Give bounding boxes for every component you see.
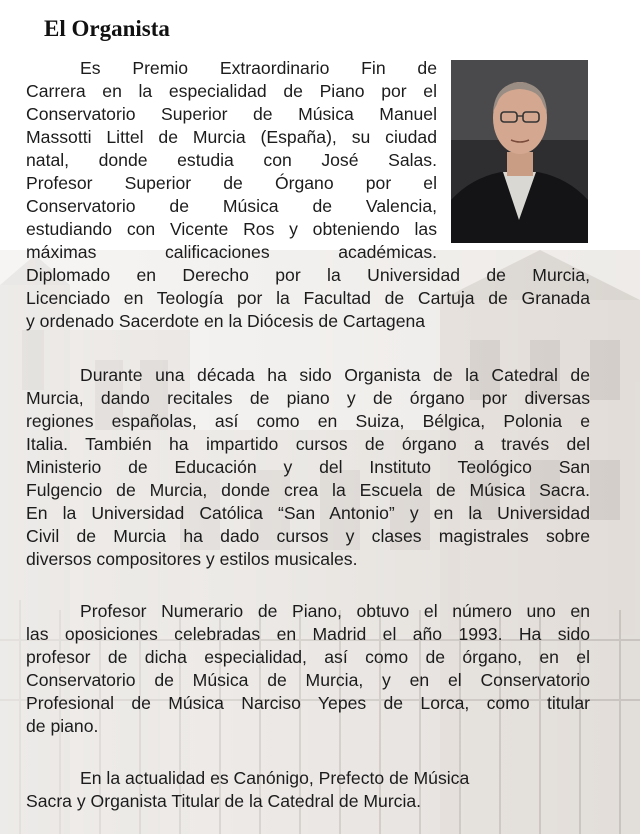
text-line: Fulgencio de Murcia, donde crea la Escuela de Música Sacra. <box>26 480 590 500</box>
text-line: Conservatorio de Música de Murcia, y en el Conservatorio <box>26 670 590 690</box>
text-line: Sacra y Organista Titular de la Catedral de Murcia. <box>26 791 422 811</box>
page-title: El Organista <box>44 16 170 41</box>
text-line: Es Premio Extraordinario Fin de <box>80 58 437 78</box>
paragraph-1-continued <box>26 264 590 333</box>
text-line: En la actualidad es Canónigo, Prefecto de Música <box>80 768 470 788</box>
paragraph-4 <box>26 767 590 813</box>
text-line: Profesional de Música Narciso Yepes de Lorca, como titular <box>26 693 590 713</box>
text-line: Profesor Numerario de Piano, obtuvo el número uno en <box>80 601 590 621</box>
paragraph-2 <box>26 364 590 571</box>
text-line: natal, donde estudia con José Salas. <box>26 150 437 170</box>
text-line: las oposiciones celebradas en Madrid el año 1993. Ha sido <box>26 624 590 644</box>
text-line: En la Universidad Católica “San Antonio” y en la Universidad <box>26 503 590 523</box>
text-line: diversos compositores y estilos musicales. <box>26 549 358 569</box>
text-line: Durante una década ha sido Organista de la Catedral de <box>80 365 590 385</box>
text-line: regiones españolas, así como en Suiza, Bélgica, Polonia e <box>26 411 590 431</box>
text-line: Conservatorio de Música de Valencia, <box>26 196 437 216</box>
text-line: profesor de dicha especialidad, así como de órgano, en el <box>26 647 590 667</box>
text-line: Civil de Murcia ha dado cursos y clases magistrales sobre <box>26 526 590 546</box>
portrait-photo <box>451 60 588 243</box>
text-line: Profesor Superior de Órgano por el <box>26 173 437 193</box>
text-line: Conservatorio Superior de Música Manuel <box>26 104 437 124</box>
text-line: Massotti Littel de Murcia (España), su ciudad <box>26 127 437 147</box>
text-line: y ordenado Sacerdote en la Diócesis de Cartagena <box>26 311 426 331</box>
text-line: estudiando con Vicente Ros y obteniendo las <box>26 219 437 239</box>
text-line: Diplomado en Derecho por la Universidad de Murcia, <box>26 265 590 285</box>
text-line: de piano. <box>26 716 99 736</box>
paragraph-1-intro <box>26 57 437 264</box>
text-line: Licenciado en Teología por la Facultad de Cartuja de Granada <box>26 288 590 308</box>
text-line: Italia. También ha impartido cursos de órgano a través del <box>26 434 590 454</box>
paragraph-3 <box>26 600 590 738</box>
text-line: máximas calificaciones académicas. <box>26 242 437 262</box>
text-line: Murcia, dando recitales de piano y de órgano por diversas <box>26 388 590 408</box>
text-line: Ministerio de Educación y del Instituto Teológico San <box>26 457 590 477</box>
text-line: Carrera en la especialidad de Piano por el <box>26 81 437 101</box>
